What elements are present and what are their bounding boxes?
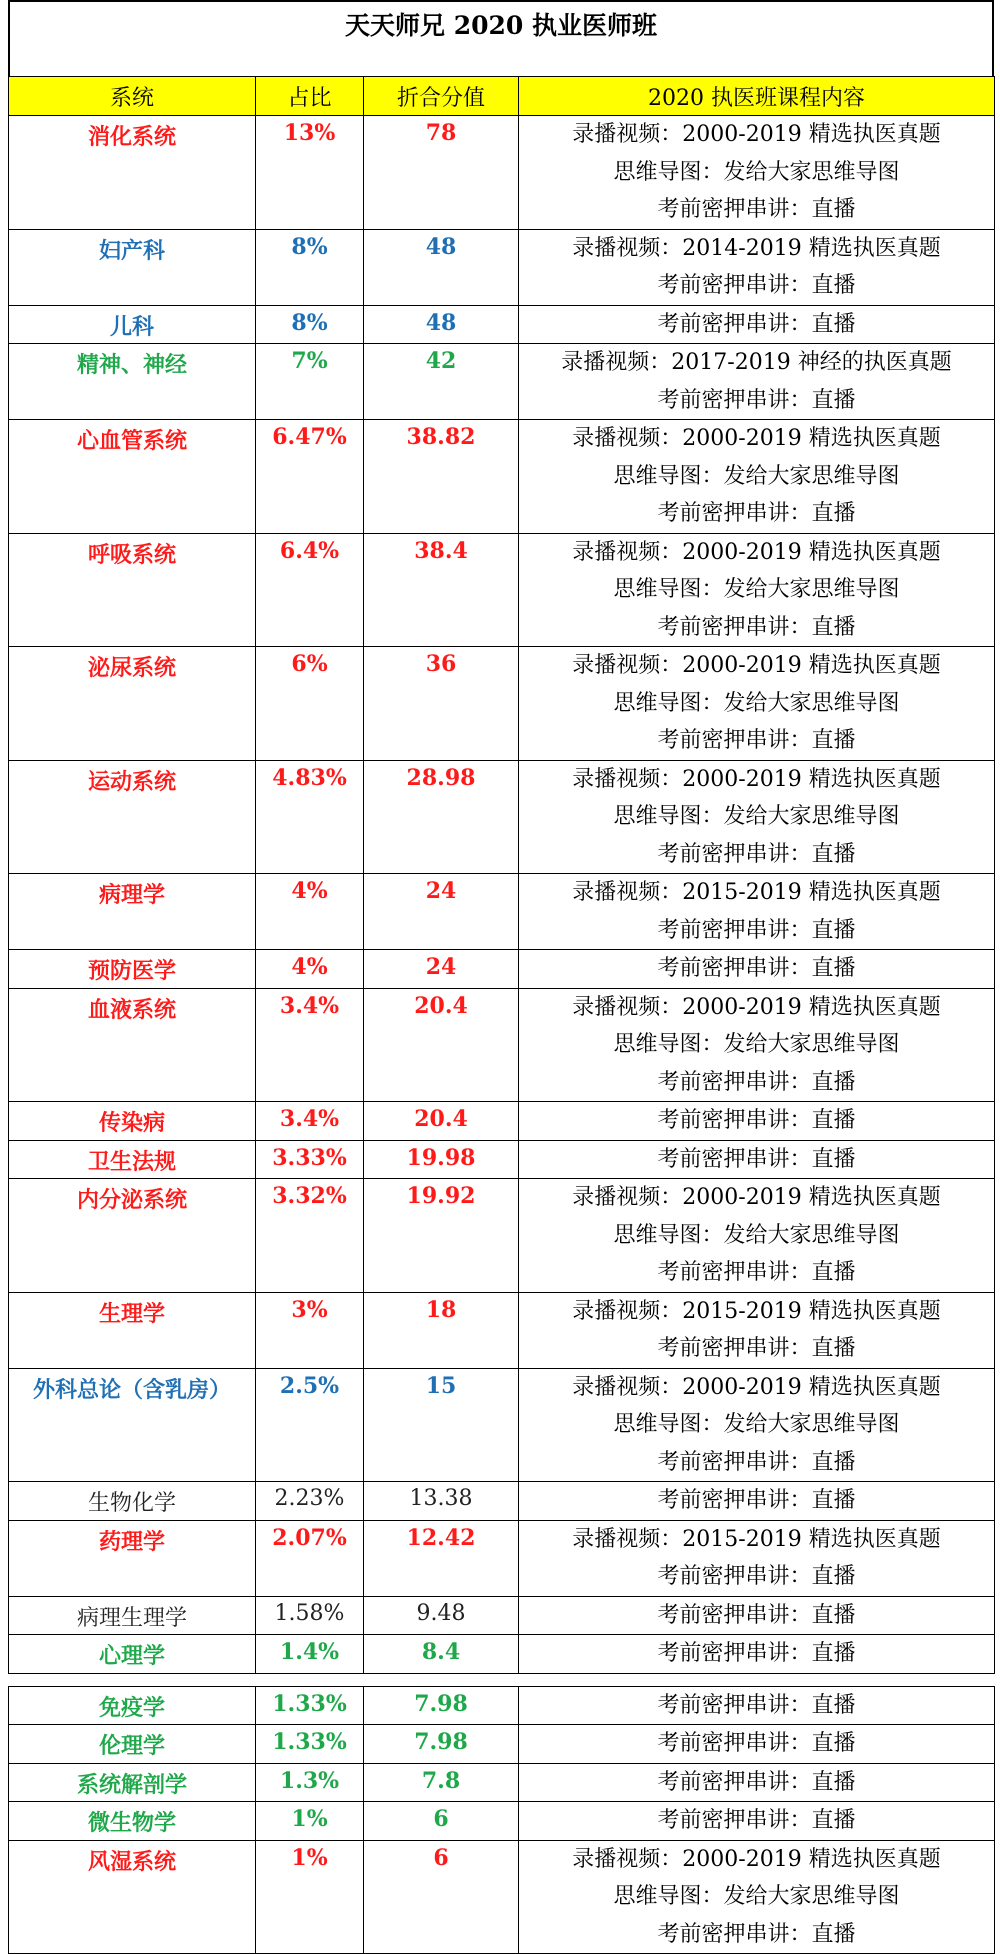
content-line: 思维导图：发给大家思维导图 <box>613 577 900 602</box>
content-line: 录播视频：2000-2019 精选执医真题 <box>572 539 941 565</box>
content-cell <box>519 1840 995 1954</box>
content-line: 思维导图：发给大家思维导图 <box>613 159 900 185</box>
content-cell <box>519 1140 995 1179</box>
content-line: 录播视频：2017-2019 神经的执医真题 <box>561 350 952 375</box>
table-gap <box>9 1673 995 1686</box>
content-line: 思维导图：发给大家思维导图 <box>613 804 900 829</box>
score-cell: 48 <box>364 229 519 305</box>
table-row <box>9 116 995 230</box>
ratio-cell: 2.23% <box>256 1482 364 1521</box>
content-cell <box>519 344 995 420</box>
score-cell: 19.92 <box>364 1179 519 1293</box>
content-line: 思维导图：发给大家思维导图 <box>613 1884 900 1909</box>
system-cell: 心血管系统 <box>9 420 256 534</box>
content-line: 考前密押串讲：直播 <box>657 1108 856 1133</box>
content-line: 录播视频：2000-2019 精选执医真题 <box>572 122 941 147</box>
header-score: 折合分值 <box>364 77 519 116</box>
system-cell: 病理生理学 <box>9 1596 256 1635</box>
table-row <box>9 760 995 874</box>
content-line: 考前密押串讲：直播 <box>657 1488 856 1513</box>
content-line: 考前密押串讲：直播 <box>657 1336 856 1361</box>
content-line: 考前密押串讲：直播 <box>657 956 856 981</box>
content-line: 录播视频：2015-2019 精选执医真题 <box>572 1298 941 1324</box>
system-cell: 精神、神经 <box>9 344 256 420</box>
content-cell <box>519 305 995 344</box>
ratio-cell: 3.32% <box>256 1179 364 1293</box>
content-line: 考前密押串讲：直播 <box>657 197 856 222</box>
score-cell: 24 <box>364 950 519 989</box>
ratio-cell: 3% <box>256 1292 364 1368</box>
content-line: 录播视频：2000-2019 精选执医真题 <box>572 766 941 792</box>
system-cell: 病理学 <box>9 874 256 950</box>
content-line: 考前密押串讲：直播 <box>657 1564 856 1589</box>
system-cell: 内分泌系统 <box>9 1179 256 1293</box>
content-cell <box>519 1292 995 1368</box>
table-row <box>9 344 995 420</box>
ratio-cell: 1% <box>256 1802 364 1841</box>
content-line: 考前密押串讲：直播 <box>657 1069 856 1095</box>
system-cell: 风湿系统 <box>9 1840 256 1954</box>
content-line: 考前密押串讲：直播 <box>657 501 856 526</box>
system-cell: 呼吸系统 <box>9 533 256 647</box>
content-line: 考前密押串讲：直播 <box>657 917 856 943</box>
score-cell: 24 <box>364 874 519 950</box>
table-row <box>9 305 995 344</box>
score-cell: 8.4 <box>364 1635 519 1674</box>
content-cell <box>519 1520 995 1596</box>
content-line: 录播视频：2014-2019 精选执医真题 <box>572 235 941 261</box>
content-line: 考前密押串讲：直播 <box>657 1921 856 1947</box>
course-table-frame <box>8 0 994 1954</box>
content-cell <box>519 874 995 950</box>
content-line: 考前密押串讲：直播 <box>657 1731 856 1756</box>
content-cell <box>519 1802 995 1841</box>
content-cell <box>519 760 995 874</box>
content-line: 考前密押串讲：直播 <box>657 1769 856 1795</box>
content-cell <box>519 1596 995 1635</box>
score-cell: 13.38 <box>364 1482 519 1521</box>
header-ratio: 占比 <box>256 77 364 116</box>
content-line: 思维导图：发给大家思维导图 <box>613 690 900 716</box>
content-line: 考前密押串讲：直播 <box>657 728 856 753</box>
table-row <box>9 229 995 305</box>
table-row <box>9 1102 995 1141</box>
ratio-cell: 1.33% <box>256 1725 364 1764</box>
score-cell: 6 <box>364 1840 519 1954</box>
content-line: 录播视频：2015-2019 精选执医真题 <box>572 1526 941 1552</box>
table-row <box>9 1686 995 1725</box>
header-system: 系统 <box>9 77 256 116</box>
content-line: 考前密押串讲：直播 <box>657 1641 856 1666</box>
content-line: 录播视频：2000-2019 精选执医真题 <box>572 1846 941 1872</box>
content-cell <box>519 1368 995 1482</box>
system-cell: 卫生法规 <box>9 1140 256 1179</box>
system-cell: 血液系统 <box>9 988 256 1102</box>
score-cell: 42 <box>364 344 519 420</box>
content-cell <box>519 647 995 761</box>
score-cell: 7.98 <box>364 1725 519 1764</box>
system-cell: 泌尿系统 <box>9 647 256 761</box>
table-row <box>9 874 995 950</box>
course-table <box>8 76 995 1954</box>
system-cell: 运动系统 <box>9 760 256 874</box>
content-cell <box>519 1725 995 1764</box>
score-cell: 20.4 <box>364 988 519 1102</box>
ratio-cell: 2.5% <box>256 1368 364 1482</box>
table-row <box>9 1596 995 1635</box>
table-row <box>9 647 995 761</box>
ratio-cell: 3.4% <box>256 988 364 1102</box>
table-row <box>9 533 995 647</box>
table-row <box>9 1140 995 1179</box>
content-cell <box>519 1763 995 1802</box>
content-line: 思维导图：发给大家思维导图 <box>613 463 900 489</box>
table-row <box>9 1292 995 1368</box>
score-cell: 20.4 <box>364 1102 519 1141</box>
header-content: 2020 执医班课程内容 <box>519 77 995 116</box>
ratio-cell: 4% <box>256 874 364 950</box>
ratio-cell: 13% <box>256 116 364 230</box>
system-cell: 消化系统 <box>9 116 256 230</box>
table-row <box>9 420 995 534</box>
ratio-cell: 7% <box>256 344 364 420</box>
ratio-cell: 8% <box>256 305 364 344</box>
system-cell: 药理学 <box>9 1520 256 1596</box>
system-cell: 生理学 <box>9 1292 256 1368</box>
content-line: 思维导图：发给大家思维导图 <box>613 1412 900 1437</box>
table-row <box>9 1763 995 1802</box>
content-line: 录播视频：2000-2019 精选执医真题 <box>572 426 941 451</box>
content-line: 考前密押串讲：直播 <box>657 387 856 413</box>
ratio-cell: 6.47% <box>256 420 364 534</box>
ratio-cell: 6.4% <box>256 533 364 647</box>
system-cell: 生物化学 <box>9 1482 256 1521</box>
score-cell: 36 <box>364 647 519 761</box>
header-row <box>9 77 995 116</box>
score-cell: 7.98 <box>364 1686 519 1725</box>
content-cell <box>519 420 995 534</box>
content-cell <box>519 116 995 230</box>
score-cell: 9.48 <box>364 1596 519 1635</box>
ratio-cell: 1.33% <box>256 1686 364 1725</box>
ratio-cell: 2.07% <box>256 1520 364 1596</box>
table-row <box>9 1368 995 1482</box>
content-line: 考前密押串讲：直播 <box>657 273 856 298</box>
score-cell: 78 <box>364 116 519 230</box>
system-cell: 传染病 <box>9 1102 256 1141</box>
score-cell: 19.98 <box>364 1140 519 1179</box>
content-line: 录播视频：2000-2019 精选执医真题 <box>572 653 941 678</box>
content-line: 考前密押串讲：直播 <box>657 614 856 640</box>
system-cell: 儿科 <box>9 305 256 344</box>
system-cell: 预防医学 <box>9 950 256 989</box>
table-row <box>9 1179 995 1293</box>
table-row <box>9 1635 995 1674</box>
score-cell: 18 <box>364 1292 519 1368</box>
table-row <box>9 1802 995 1841</box>
content-line: 思维导图：发给大家思维导图 <box>613 1222 900 1248</box>
table-row <box>9 1520 995 1596</box>
ratio-cell: 3.33% <box>256 1140 364 1179</box>
score-cell: 38.82 <box>364 420 519 534</box>
content-cell <box>519 1102 995 1141</box>
content-line: 考前密押串讲：直播 <box>657 1146 856 1172</box>
score-cell: 12.42 <box>364 1520 519 1596</box>
content-line: 考前密押串讲：直播 <box>657 1692 856 1718</box>
content-cell <box>519 1686 995 1725</box>
ratio-cell: 1.58% <box>256 1596 364 1635</box>
content-cell <box>519 988 995 1102</box>
content-cell <box>519 229 995 305</box>
ratio-cell: 1% <box>256 1840 364 1954</box>
content-cell <box>519 1635 995 1674</box>
system-cell: 微生物学 <box>9 1802 256 1841</box>
ratio-cell: 1.3% <box>256 1763 364 1802</box>
table-row <box>9 988 995 1102</box>
content-line: 录播视频：2000-2019 精选执医真题 <box>572 1185 941 1210</box>
ratio-cell: 8% <box>256 229 364 305</box>
table-row <box>9 950 995 989</box>
score-cell: 7.8 <box>364 1763 519 1802</box>
system-cell: 伦理学 <box>9 1725 256 1764</box>
ratio-cell: 6% <box>256 647 364 761</box>
ratio-cell: 3.4% <box>256 1102 364 1141</box>
content-line: 考前密押串讲：直播 <box>657 1808 856 1833</box>
content-line: 考前密押串讲：直播 <box>657 841 856 867</box>
score-cell: 6 <box>364 1802 519 1841</box>
content-line: 考前密押串讲：直播 <box>657 1449 856 1475</box>
table-row <box>9 1725 995 1764</box>
content-line: 思维导图：发给大家思维导图 <box>613 1032 900 1057</box>
table-row <box>9 1840 995 1954</box>
gap-cell <box>9 1673 995 1686</box>
system-cell: 妇产科 <box>9 229 256 305</box>
score-cell: 15 <box>364 1368 519 1482</box>
content-cell <box>519 1179 995 1293</box>
ratio-cell: 4% <box>256 950 364 989</box>
content-cell <box>519 1482 995 1521</box>
table-row <box>9 1482 995 1521</box>
system-cell: 外科总论（含乳房） <box>9 1368 256 1482</box>
score-cell: 38.4 <box>364 533 519 647</box>
system-cell: 心理学 <box>9 1635 256 1674</box>
content-line: 考前密押串讲：直播 <box>657 311 856 337</box>
system-cell: 系统解剖学 <box>9 1763 256 1802</box>
score-cell: 48 <box>364 305 519 344</box>
content-cell <box>519 533 995 647</box>
ratio-cell: 1.4% <box>256 1635 364 1674</box>
content-line: 考前密押串讲：直播 <box>657 1260 856 1285</box>
content-line: 录播视频：2015-2019 精选执医真题 <box>572 880 941 905</box>
system-cell: 免疫学 <box>9 1686 256 1725</box>
content-line: 录播视频：2000-2019 精选执医真题 <box>572 1374 941 1400</box>
content-cell <box>519 950 995 989</box>
table-title: 天天师兄 2020 执业医师班 <box>8 0 994 76</box>
ratio-cell: 4.83% <box>256 760 364 874</box>
content-line: 录播视频：2000-2019 精选执医真题 <box>572 994 941 1020</box>
content-line: 考前密押串讲：直播 <box>657 1602 856 1628</box>
score-cell: 28.98 <box>364 760 519 874</box>
